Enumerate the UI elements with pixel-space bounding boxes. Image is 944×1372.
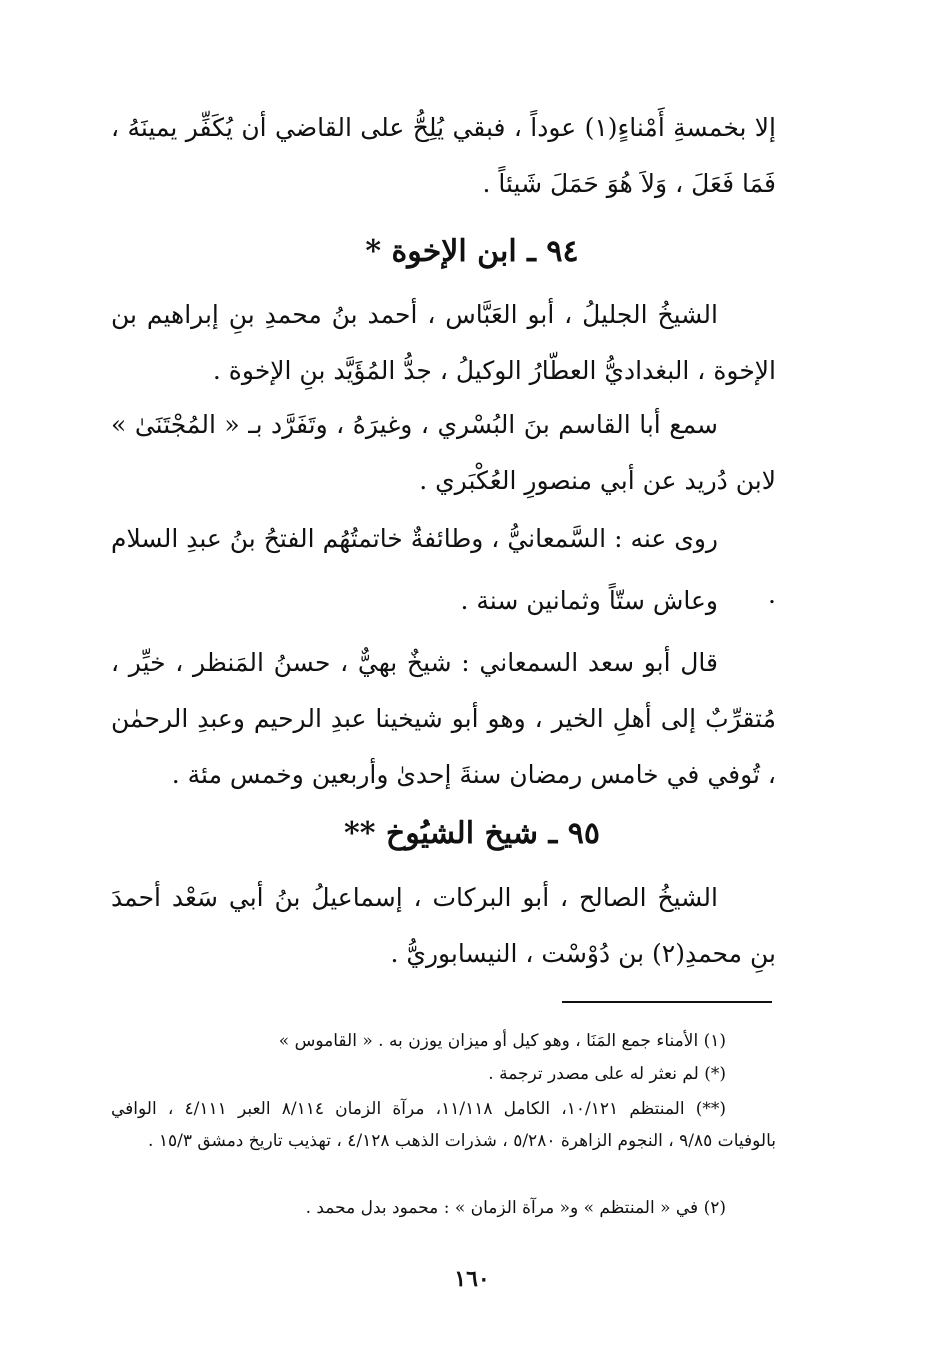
- paragraph-entry-94-samani: قال أبو سعد السمعاني : شيخٌ بهيٌّ ، حسنُ المَنظر ، خيِّر ، مُتقرِّبٌ إلى أهلِ الخير ، وهو أبو شيخينا عبدِ الرحيم وعبدِ الرحمٰن ، تُوفي في خامس رمضان سنةَ إحدىٰ وأربعين وخمس مئة .: [111, 648, 776, 789]
- page-number: ١٦٠: [454, 1266, 490, 1292]
- footnote-star: (*) لم نعثر له على مصدر ترجمة .: [488, 1064, 726, 1084]
- footnote-double-star: (**) المنتظم ١٠/١٢١، الكامل ١١/١١٨، مرآة الزمان ٨/١١٤ العبر ٤/١١١ ، الوافي بالوفيات ٩/٨٥ ، النجوم الزاهرة ٥/٢٨٠ ، شذرات الذهب ٤/١٢٨ ، تهذيب تاريخ دمشق ١٥/٣ .: [111, 1099, 776, 1151]
- paragraph-entry-95-intro: الشيخُ الصالح ، أبو البركات ، إسماعيلُ بنُ أبي سَعْد أحمدَ بنِ محمدِ(٢) بن دُوْسْت ، النيسابوريُّ .: [111, 883, 776, 968]
- footnote-divider: [562, 1001, 772, 1003]
- paragraph-entry-94-heard: سمع أبا القاسم بنَ البُسْري ، وغيرَهُ ، وتَفَرَّد بـ « المُجْتَنَىٰ » لابن دُريد عن أبي منصورِ العُكْبَري .: [111, 410, 776, 495]
- paragraph-continuation: إلا بخمسةِ أَمْناءٍ(١) عوداً ، فبقي يُلِحُّ على القاضي أن يُكَفِّر يمينَهُ ، فَمَا فَعَلَ ، وَلاَ هُوَ حَمَلَ شَيئاً .: [111, 113, 776, 198]
- footnote-1: (١) الأمناء جمع المَنَا ، وهو كيل أو ميزان يوزن به . « القاموس »: [278, 1031, 726, 1051]
- entry-heading-95: ٩٥ ـ شيخ الشيُوخ **: [344, 816, 600, 851]
- paragraph-entry-94-narrators: روى عنه : السَّمعانيُّ ، وطائفةٌ خاتمتُهُم الفتحُ بنُ عبدِ السلام .: [111, 524, 776, 609]
- paragraph-entry-94-lifespan: وعاش ستّاً وثمانين سنة .: [460, 586, 718, 615]
- footnote-2: (٢) في « المنتظم » و« مرآة الزمان » : محمود بدل محمد .: [305, 1198, 726, 1218]
- entry-heading-94: ٩٤ ـ ابن الإخوة *: [365, 234, 579, 269]
- paragraph-entry-94-intro: الشيخُ الجليلُ ، أبو العَبَّاس ، أحمد بنُ محمدِ بنِ إبراهيم بن الإخوة ، البغداديُّ العطّارُ الوكيلُ ، جدُّ المُؤَيَّد بنِ الإخوة .: [111, 300, 776, 385]
